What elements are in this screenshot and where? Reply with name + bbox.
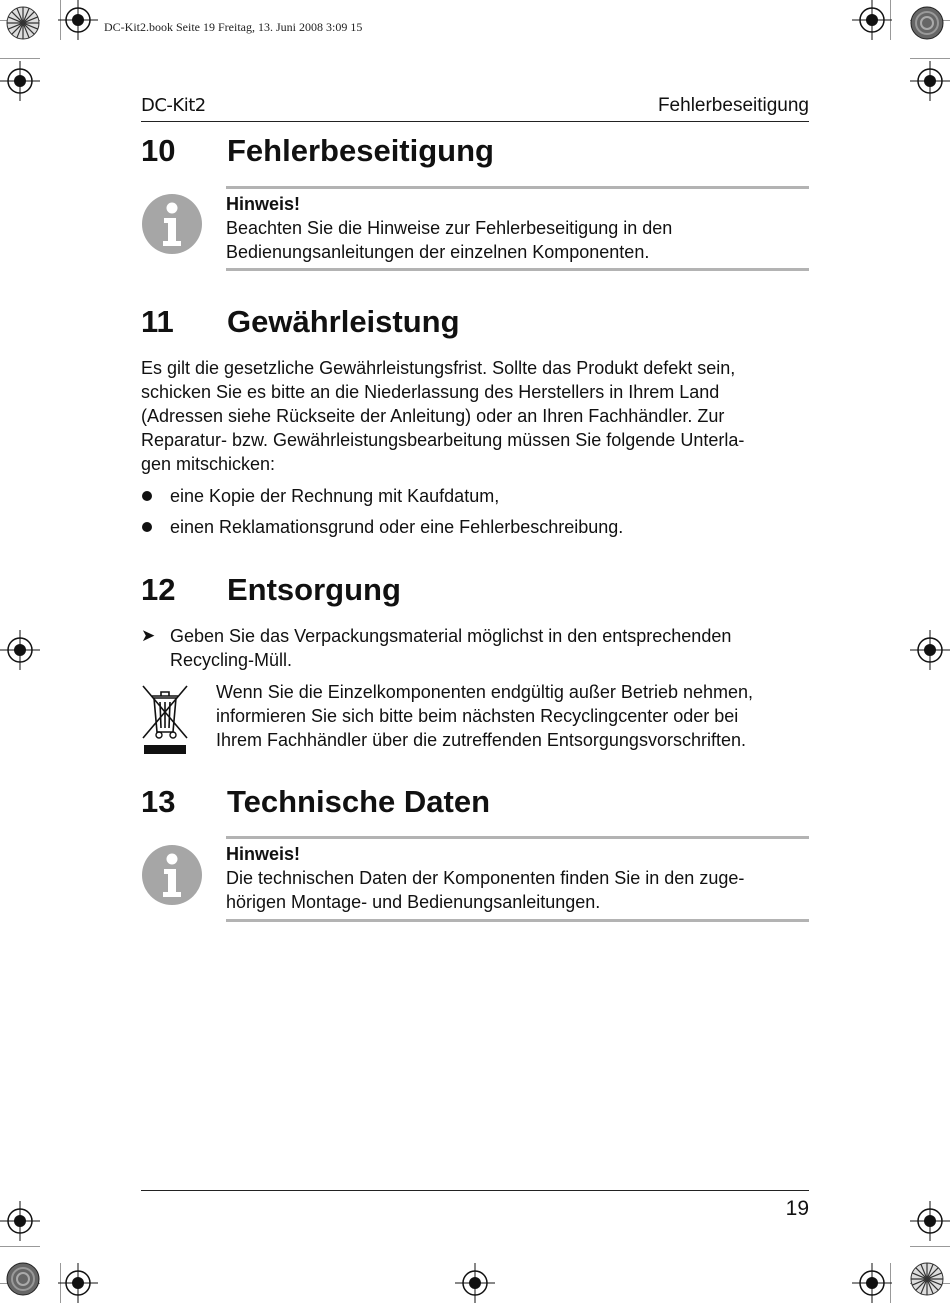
note-heading: Hinweis!	[226, 194, 301, 214]
registration-mark-icon	[910, 630, 950, 670]
footer-rule	[141, 1190, 809, 1191]
note-bottom-rule	[226, 919, 809, 922]
registration-mark-icon	[0, 630, 40, 670]
note-top-rule	[226, 836, 809, 839]
registration-mark-icon	[910, 61, 950, 101]
bullet-icon	[142, 491, 152, 501]
registration-mark-icon	[455, 1263, 495, 1303]
registration-mark-icon	[0, 61, 40, 101]
section-heading-12	[141, 572, 401, 608]
note-text-line: Beachten Sie die Hinweise zur Fehlerbeseitigung in den	[226, 218, 673, 238]
registration-mark-icon	[0, 1201, 40, 1241]
registration-mark-icon	[58, 1263, 98, 1303]
header-chapter-name: Fehlerbeseitigung	[657, 95, 809, 116]
registration-mark-icon	[852, 1263, 892, 1303]
section-number: 11	[141, 304, 174, 339]
section-heading-13	[141, 784, 490, 820]
header-product-name: DC-Kit2	[141, 95, 206, 116]
note-heading: Hinweis!	[226, 844, 301, 864]
section-number: 10	[141, 133, 176, 168]
note-box	[226, 192, 809, 264]
note-bottom-rule	[226, 268, 809, 271]
star-target-icon	[910, 1262, 944, 1296]
disposal-instructions	[216, 680, 816, 752]
registration-mark-icon	[910, 1201, 950, 1241]
section-title: Gewährleistung	[227, 304, 460, 339]
action-step	[141, 624, 813, 672]
header-rule	[141, 121, 809, 122]
paragraph-line: gen mitschicken:	[141, 454, 276, 474]
section-title: Fehlerbeseitigung	[227, 133, 494, 168]
page-number: 19	[785, 1197, 809, 1220]
note-top-rule	[226, 186, 809, 189]
section-title: Technische Daten	[227, 784, 491, 819]
note-box	[226, 842, 809, 914]
note-text-line: hörigen Montage- und Bedienungsanleitungen.	[226, 892, 601, 912]
action-step-line: Recycling-Müll.	[170, 650, 293, 670]
arrow-right-icon: ➤	[141, 626, 156, 645]
warranty-paragraph	[141, 356, 813, 476]
crossed-out-bin-icon	[141, 684, 189, 756]
registration-mark-icon	[58, 0, 98, 40]
star-target-icon	[910, 6, 944, 40]
paragraph-line: Ihrem Fachhändler über die zutreffenden Entsorgungsvorschriften.	[216, 730, 746, 750]
star-target-icon	[6, 1262, 40, 1296]
bullet-icon	[142, 522, 152, 532]
paragraph-line: Reparatur- bzw. Gewährleistungsbearbeitung müssen Sie folgende Unterla-	[141, 430, 745, 450]
star-target-icon	[6, 6, 40, 40]
print-meta: DC-Kit2.book Seite 19 Freitag, 13. Juni 2008 3:09 15	[104, 20, 363, 34]
paragraph-line: informieren Sie sich bitte beim nächsten Recyclingcenter oder bei	[216, 706, 739, 726]
paragraph-line: schicken Sie es bitte an die Niederlassung des Herstellers in Ihrem Land	[141, 382, 720, 402]
paragraph-line: (Adressen siehe Rückseite der Anleitung) oder an Ihren Fachhändler. Zur	[141, 406, 725, 426]
info-icon	[141, 193, 203, 255]
action-step-line: Geben Sie das Verpackungsmaterial möglichst in den entsprechenden	[170, 626, 732, 646]
registration-mark-icon	[852, 0, 892, 40]
list-item	[141, 515, 813, 539]
note-text-line: Die technischen Daten der Komponenten finden Sie in den zuge-	[226, 868, 745, 888]
list-item-text: einen Reklamationsgrund oder eine Fehlerbeschreibung.	[170, 517, 624, 537]
section-title: Entsorgung	[227, 572, 401, 607]
paragraph-line: Wenn Sie die Einzelkomponenten endgültig außer Betrieb nehmen,	[216, 682, 754, 702]
note-text-line: Bedienungsanleitungen der einzelnen Komponenten.	[226, 242, 650, 262]
section-heading-10	[141, 133, 494, 169]
info-icon	[141, 844, 203, 906]
paragraph-line: Es gilt die gesetzliche Gewährleistungsfrist. Sollte das Produkt defekt sein,	[141, 358, 736, 378]
section-number: 13	[141, 784, 176, 819]
list-item-text: eine Kopie der Rechnung mit Kaufdatum,	[170, 486, 500, 506]
action-step-text	[170, 624, 813, 672]
list-item	[141, 484, 813, 508]
section-heading-11	[141, 304, 460, 340]
section-number: 12	[141, 572, 176, 607]
